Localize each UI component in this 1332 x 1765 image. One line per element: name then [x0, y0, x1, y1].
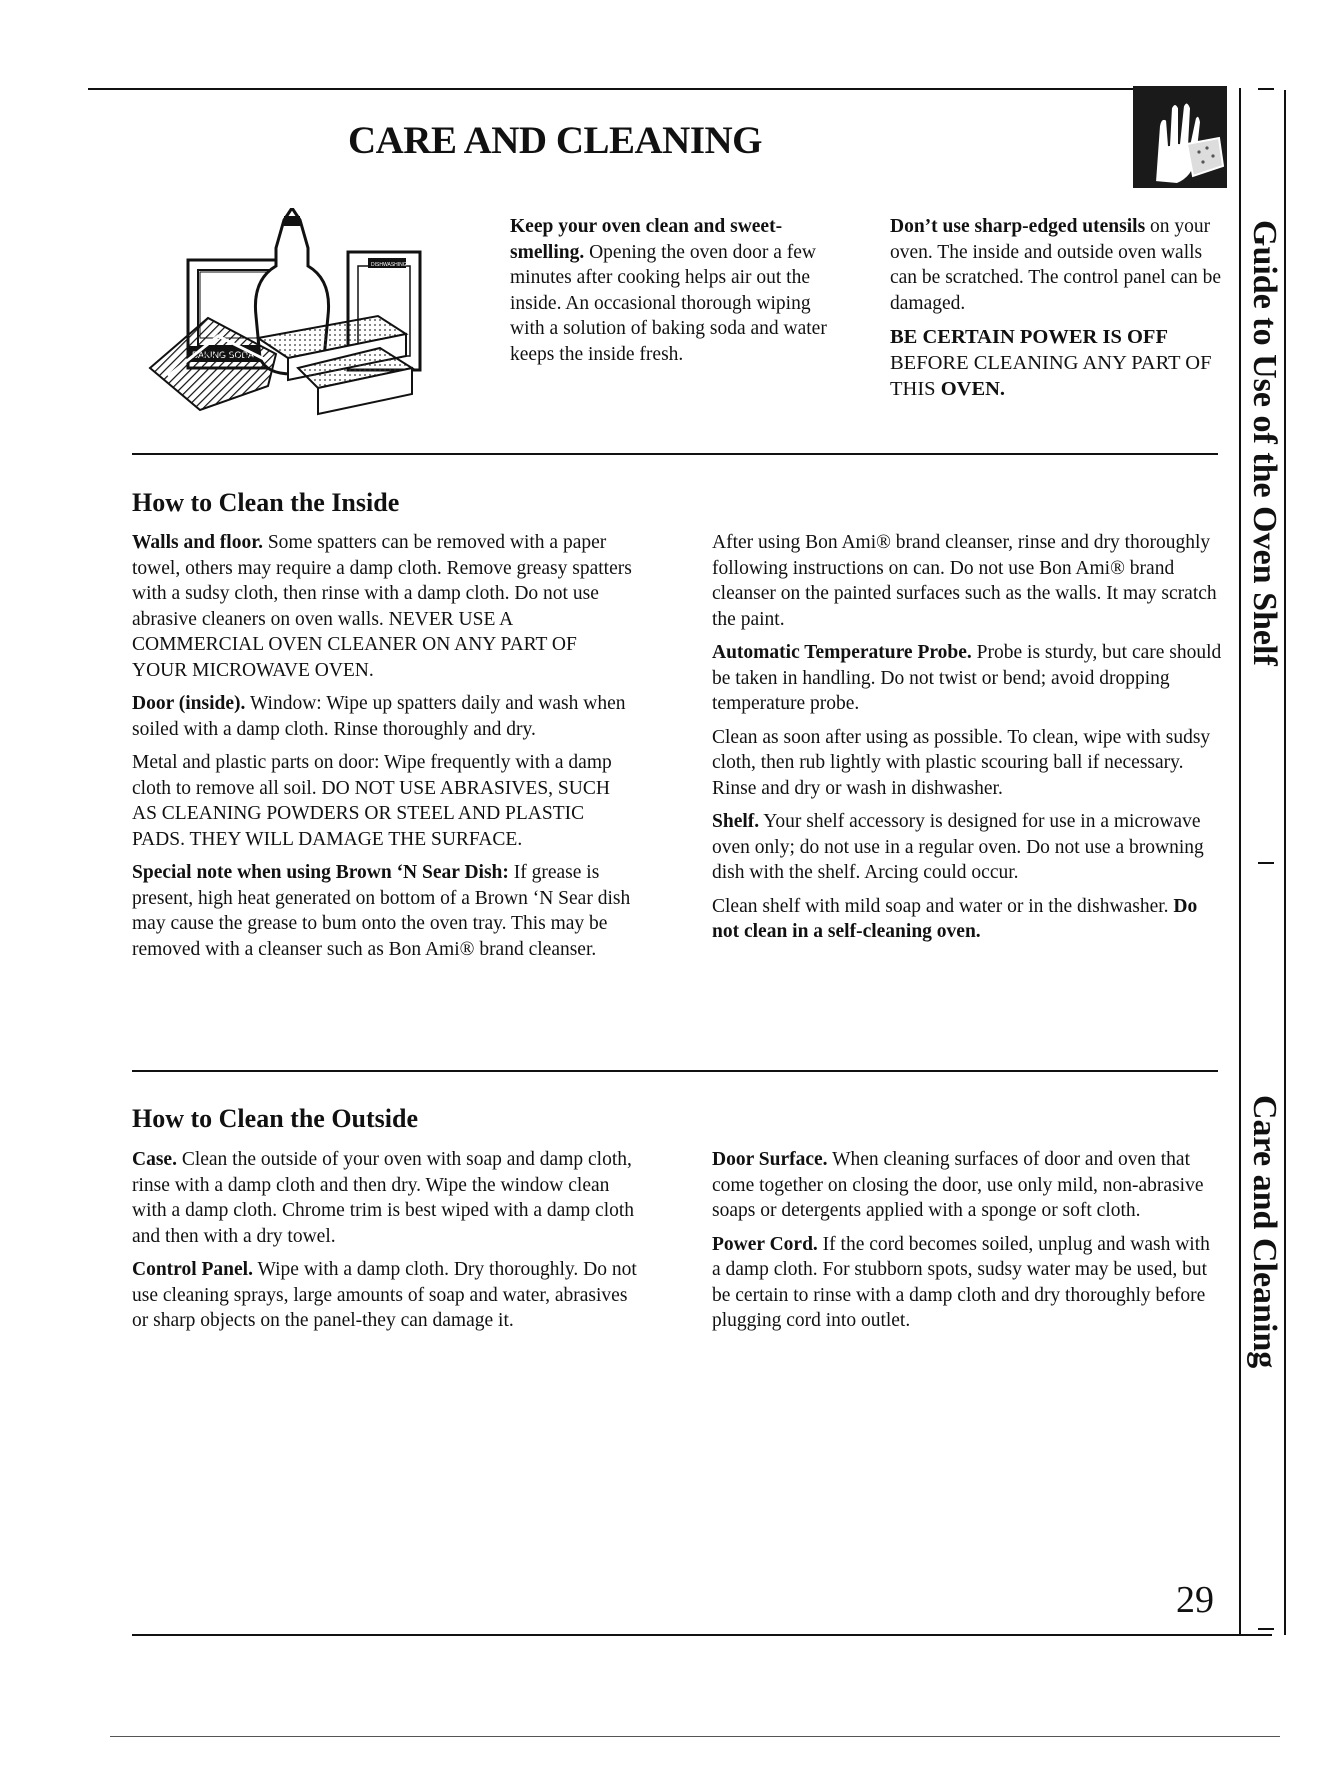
outside-left-column [132, 1147, 637, 1342]
bottom-rule [132, 1634, 1272, 1636]
door-surface-text: When cleaning surfaces of door and oven that come together on closing the door, use only mild, non-abrasive soaps or detergents applied with a sponge or soft cloth. [712, 1149, 1204, 1221]
right-frame-rule [1239, 88, 1241, 1634]
footer-rule [110, 1736, 1280, 1737]
after-cleanser-text: After using Bon Ami® brand cleanser, rinse and dry thoroughly following instructions on can. Do not use Bon Ami® brand cleanser on the painted surfaces such as the walls. It may scratch the paint. [712, 532, 1217, 630]
control-panel-label: Control Panel. [132, 1259, 253, 1280]
intro-left-text: Opening the oven door a few minutes after cooking helps air out the inside. An occasional thorough wiping with a solution of baking soda and water keeps the inside fresh. [510, 241, 827, 365]
edge-tick-top [1258, 88, 1274, 90]
walls-label: Walls and floor. [132, 532, 263, 553]
power-cord-label: Power Cord. [712, 1233, 818, 1255]
far-right-rule [1284, 90, 1286, 1635]
special-note-label: Special note when using Brown ‘N Sear Dish: [132, 862, 509, 883]
intro-left-paragraph [510, 214, 850, 375]
case-label: Case. [132, 1149, 177, 1170]
intro-right-paragraph [890, 214, 1225, 410]
top-rule [88, 88, 1208, 90]
intro-left-heading: Keep your oven clean and sweet-smelling. [510, 216, 783, 263]
outside-right-column [712, 1147, 1212, 1342]
intro-divider [132, 453, 1218, 455]
hand-sponge-icon [1133, 86, 1227, 188]
shelf-text: Your shelf accessory is designed for use in a microwave oven only; do not use in a regular oven. Do not use a browning dish with the shelf. Arcing could occur. [712, 811, 1204, 883]
inside-heading: How to Clean the Inside [132, 488, 400, 517]
intro-right-heading: Don’t use sharp-edged utensils [890, 216, 1146, 237]
intro-right-text: on your oven. The inside and outside oven walls can be scratched. The control panel can be damaged. [890, 216, 1221, 314]
case-text: Clean the outside of your oven with soap and damp cloth, rinse with a damp cloth and then dry. Wipe the window clean with a damp cloth. Chrome trim is best wiped with a damp cloth and then with a dry towel. [132, 1149, 635, 1247]
page-number: 29 [1176, 1579, 1214, 1621]
side-tab-care: Care and Cleaning [1246, 1095, 1283, 1369]
door-inside-text: Window: Wipe up spatters daily and wash when soiled with a damp cloth. Rinse thoroughly and dry. [132, 693, 626, 740]
walls-text: Some spatters can be removed with a paper towel, others may require a damp cloth. Remove greasy spatters with a sudsy cloth, then rinse with a damp cloth. Do not use abrasive cleaners on oven walls. NEVER USE A COMMERCIAL OVEN CLEANER ON ANY PART OF YOUR MICROWAVE OVEN. [132, 532, 632, 681]
control-panel-text: Wipe with a damp cloth. Dry thoroughly. Do not use cleaning sprays, large amounts of soap and water, abrasives or sharp objects on the panel-they can damage it. [132, 1259, 637, 1331]
probe-label: Automatic Temperature Probe. [712, 642, 972, 663]
power-cord-text: If the cord becomes soiled, unplug and wash with a damp cloth. For stubborn spots, sudsy water may be used, but be certain to rinse with a damp cloth and dry thoroughly before plugging cord into outlet. [712, 1233, 1210, 1331]
carton-label: DISHWASHING [371, 262, 407, 268]
warning-end: OVEN. [940, 378, 1006, 400]
cleaning-supplies-illustration [148, 208, 458, 423]
side-tab-guide: Guide to Use of the Oven Shelf [1246, 220, 1283, 666]
shelf-clean-text: Clean shelf with mild soap and water or in the dishwasher. [712, 895, 1169, 917]
probe-clean-text: Clean as soon after using as possible. To clean, wipe with sudsy cloth, then rub lightly with plastic scouring ball if necessary. Rinse and dry or wash in dishwasher. [712, 726, 1211, 799]
edge-tick-mid [1258, 862, 1274, 864]
inside-right-column [712, 530, 1222, 953]
inside-divider [132, 1070, 1218, 1072]
door-inside-label: Door (inside). [132, 693, 246, 714]
outside-heading: How to Clean the Outside [132, 1104, 418, 1133]
page-title: CARE AND CLEANING [347, 119, 763, 162]
power-off-warning: BE CERTAIN POWER IS OFF [890, 326, 1168, 348]
edge-tick-bottom [1258, 1628, 1274, 1630]
warning-text: BEFORE CLEANING ANY PART OF THIS [890, 352, 1212, 400]
special-note-text: If grease is present, high heat generated on bottom of a Brown ‘N Sear dish may cause the grease to bum onto the oven tray. This may be removed with a cleanser such as Bon Ami® brand cleanser. [132, 862, 631, 960]
door-surface-label: Door Surface. [712, 1149, 828, 1170]
inside-left-column [132, 530, 632, 970]
shelf-clean-warning: Do not clean in a self-cleaning oven. [712, 895, 1198, 942]
probe-text: Probe is sturdy, but care should be taken in handling. Do not twist or bend; avoid dropping temperature probe. [712, 642, 1222, 714]
shelf-label: Shelf. [712, 811, 760, 832]
metal-parts-text: Metal and plastic parts on door: Wipe frequently with a damp cloth to remove all soil. DO NOT USE ABRASIVES, SUCH AS CLEANING POWDERS OR STEEL AND PLASTIC PADS. THEY WILL DAMAGE THE SURFACE. [132, 752, 612, 850]
